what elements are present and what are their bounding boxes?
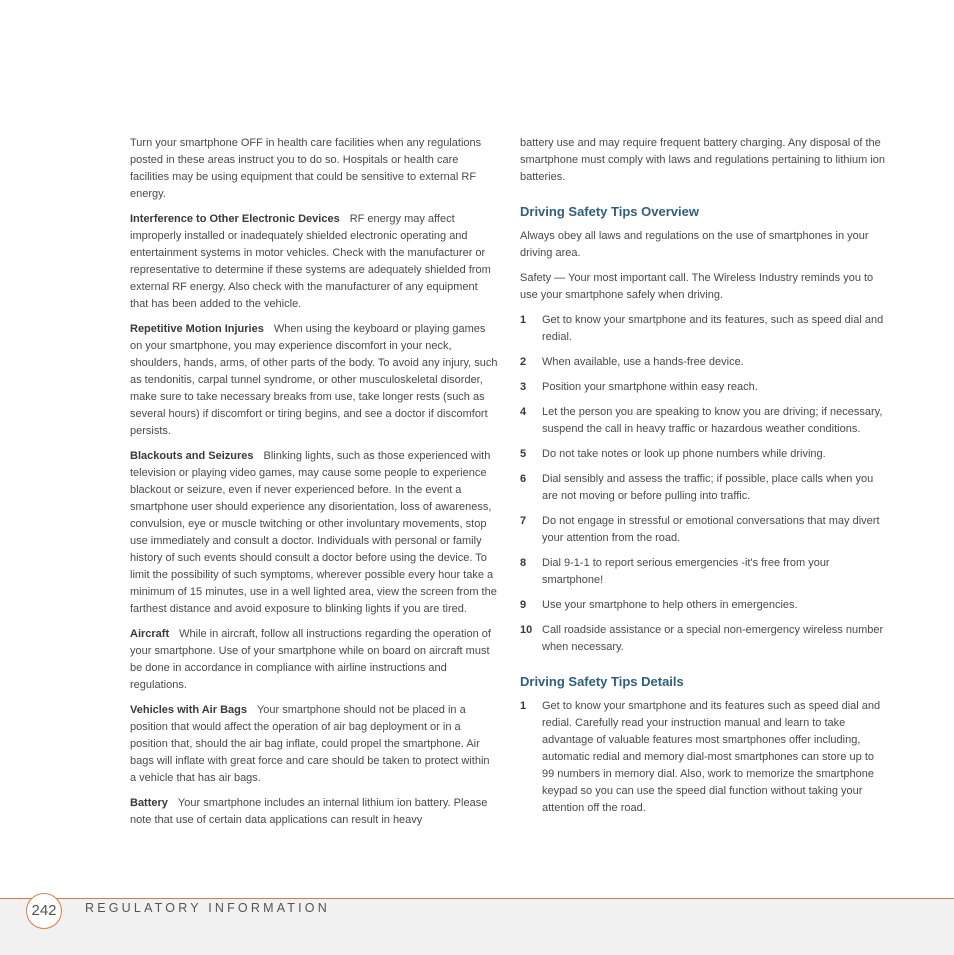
step-number: 4 bbox=[520, 406, 527, 418]
step-text: Position your smartphone within easy reach. bbox=[542, 381, 758, 393]
step-number: 7 bbox=[520, 515, 527, 527]
step-number: 1 bbox=[520, 700, 527, 712]
list-item bbox=[520, 698, 888, 817]
page-number-badge: 242 bbox=[26, 893, 62, 929]
step-text: Call roadside assistance or a special non-emergency wireless number when necessary. bbox=[542, 624, 884, 653]
paragraph-aircraft bbox=[130, 626, 498, 694]
paragraph-text: Blinking lights, such as those experienced with television or playing video games, may cause some people to experience blackout or seizure, even if never experienced before. In the event a smartphone user should experience any disorientation, loss of awareness, convulsion, eye or muscle twitching or other involuntary movements, stop use immediately and consult a doctor. Individuals with personal or family history of such events should consult a doctor before using the device. To limit the possibility of such symptoms, wherever possible every hour take a minimum of 15 minutes, use in a well lighted area, view the screen from the farthest distance and avoid exposure to blinking lights if you are tired. bbox=[130, 450, 497, 615]
step-number: 8 bbox=[520, 557, 527, 569]
step-text: Get to know your smartphone and its features, such as speed dial and redial. bbox=[542, 314, 884, 343]
step-text: Do not take notes or look up phone numbers while driving. bbox=[542, 448, 826, 460]
list-item bbox=[520, 555, 888, 589]
intro-paragraph: Turn your smartphone OFF in health care facilities when any regulations posted in these areas instruct you to do so. Hospitals or health care facilities may be using equipment that could be sensitive to external RF energy. bbox=[130, 137, 482, 200]
list-item bbox=[520, 622, 888, 656]
list-item bbox=[520, 354, 888, 371]
paragraph-battery bbox=[130, 795, 498, 829]
step-text: Dial sensibly and assess the traffic; if possible, place calls when you are not moving or before pulling into traffic. bbox=[542, 473, 874, 502]
list-item bbox=[520, 312, 888, 346]
paragraph-text: Your smartphone includes an internal lithium ion battery. Please note that use of certain data applications can result in heavy bbox=[130, 797, 488, 826]
right-column bbox=[520, 135, 888, 825]
paragraph-term: Repetitive Motion Injuries bbox=[130, 323, 264, 335]
step-text: Let the person you are speaking to know you are driving; if necessary, suspend the call in heavy traffic or hazardous weather conditions. bbox=[542, 406, 883, 435]
step-number: 2 bbox=[520, 356, 527, 368]
step-number: 10 bbox=[520, 624, 533, 636]
list-item bbox=[520, 471, 888, 505]
step-number: 6 bbox=[520, 473, 527, 485]
paragraph-blackouts bbox=[130, 448, 498, 618]
step-number: 9 bbox=[520, 599, 527, 611]
paragraph-term: Vehicles with Air Bags bbox=[130, 704, 247, 716]
overview-safety-note: Safety — Your most important call. The Wireless Industry reminds you to use your smartphone safely when driving. bbox=[520, 272, 874, 301]
paragraph-term: Interference to Other Electronic Devices bbox=[130, 213, 340, 225]
step-number: 3 bbox=[520, 381, 527, 393]
paragraph-text: RF energy may affect improperly installed or inadequately shielded electronic operating and entertainment systems in motor vehicles. Check with the manufacturer or representative to determine if these systems are adequately shielded from external RF energy. Also check with the manufacturer of any equipment that has been added to the vehicle. bbox=[130, 213, 491, 310]
paragraph-air-bags bbox=[130, 702, 498, 787]
list-item bbox=[520, 446, 888, 463]
step-text: Dial 9-1-1 to report serious emergencies -it's free from your smartphone! bbox=[542, 557, 830, 586]
section-title: REGULATORY INFORMATION bbox=[85, 901, 330, 915]
list-item bbox=[520, 597, 888, 614]
paragraph-interference bbox=[130, 211, 498, 313]
step-number: 1 bbox=[520, 314, 527, 326]
step-text: When available, use a hands-free device. bbox=[542, 356, 744, 368]
step-text: Get to know your smartphone and its features such as speed dial and redial. Carefully read your instruction manual and learn to take advantage of valuable features most smartphones offer including, automatic redial and memory dial-most smartphones can store up to 99 numbers in memory dial. Also, work to memorize the smartphone keypad so you can use the speed dial function without taking your attention off the road. bbox=[542, 700, 881, 814]
details-heading: Driving Safety Tips Details bbox=[520, 674, 684, 689]
overview-intro: Always obey all laws and regulations on the use of smartphones in your driving area. bbox=[520, 230, 869, 259]
paragraph-text: Your smartphone should not be placed in a position that would affect the operation of air bag deployment or in a position that, should the air bag inflate, could propel the smartphone. Air bags will inflate with great force and care should be taken to protect within a vehicle that has air bags. bbox=[130, 704, 490, 784]
details-steps-list bbox=[520, 698, 888, 817]
left-column bbox=[130, 135, 498, 837]
paragraph-text: When using the keyboard or playing games on your smartphone, you may experience discomfort in your neck, shoulders, hands, arms, of other parts of the body. To avoid any injury, such as tendonitis, carpal tunnel syndrome, or other musculoskeletal disorder, make sure to take necessary breaks from use, take longer rests (such as several hours) if discomfort or tiring begins, and see a doctor if discomfort persists. bbox=[130, 323, 498, 437]
step-text: Use your smartphone to help others in emergencies. bbox=[542, 599, 798, 611]
step-text: Do not engage in stressful or emotional conversations that may divert your attention from the road. bbox=[542, 515, 880, 544]
list-item bbox=[520, 379, 888, 396]
paragraph-term: Battery bbox=[130, 797, 168, 809]
battery-continuation: battery use and may require frequent battery charging. Any disposal of the smartphone must comply with laws and regulations pertaining to lithium ion batteries. bbox=[520, 137, 886, 183]
paragraph-repetitive-motion bbox=[130, 321, 498, 440]
paragraph-term: Blackouts and Seizures bbox=[130, 450, 254, 462]
step-number: 5 bbox=[520, 448, 527, 460]
list-item bbox=[520, 513, 888, 547]
list-item bbox=[520, 404, 888, 438]
overview-steps-list bbox=[520, 312, 888, 656]
overview-heading: Driving Safety Tips Overview bbox=[520, 204, 699, 219]
paragraph-text: While in aircraft, follow all instructions regarding the operation of your smartphone. Use of your smartphone while on board on aircraft must be done in accordance in compliance with airline instructions and regulations. bbox=[130, 628, 491, 691]
paragraph-term: Aircraft bbox=[130, 628, 170, 640]
